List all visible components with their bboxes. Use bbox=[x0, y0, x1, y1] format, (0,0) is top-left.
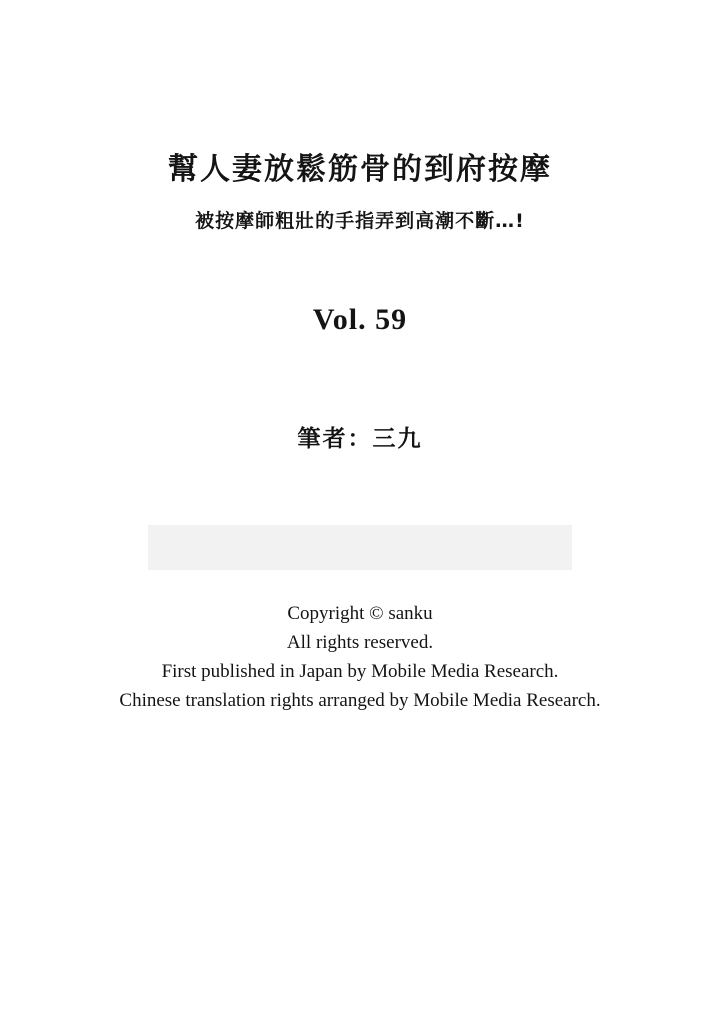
copyright-line-3: First published in Japan by Mobile Media Research. bbox=[161, 660, 559, 682]
volume-label: Vol. 59 bbox=[312, 303, 408, 336]
redaction-bar bbox=[148, 525, 572, 570]
copyright-line-4: Chinese translation rights arranged by Mobile Media Research. bbox=[119, 689, 601, 711]
page-title: 幫人妻放鬆筋骨的到府按摩 bbox=[168, 152, 552, 187]
copyright-line-1: Copyright © sanku bbox=[287, 603, 433, 624]
copyright-line-2: All rights reserved. bbox=[286, 631, 434, 653]
page-subtitle: 被按摩師粗壯的手指弄到高潮不斷…! bbox=[195, 210, 525, 232]
author-label: 筆者：三九 bbox=[297, 426, 423, 452]
title-block bbox=[0, 152, 720, 233]
copyright-block bbox=[0, 600, 720, 716]
